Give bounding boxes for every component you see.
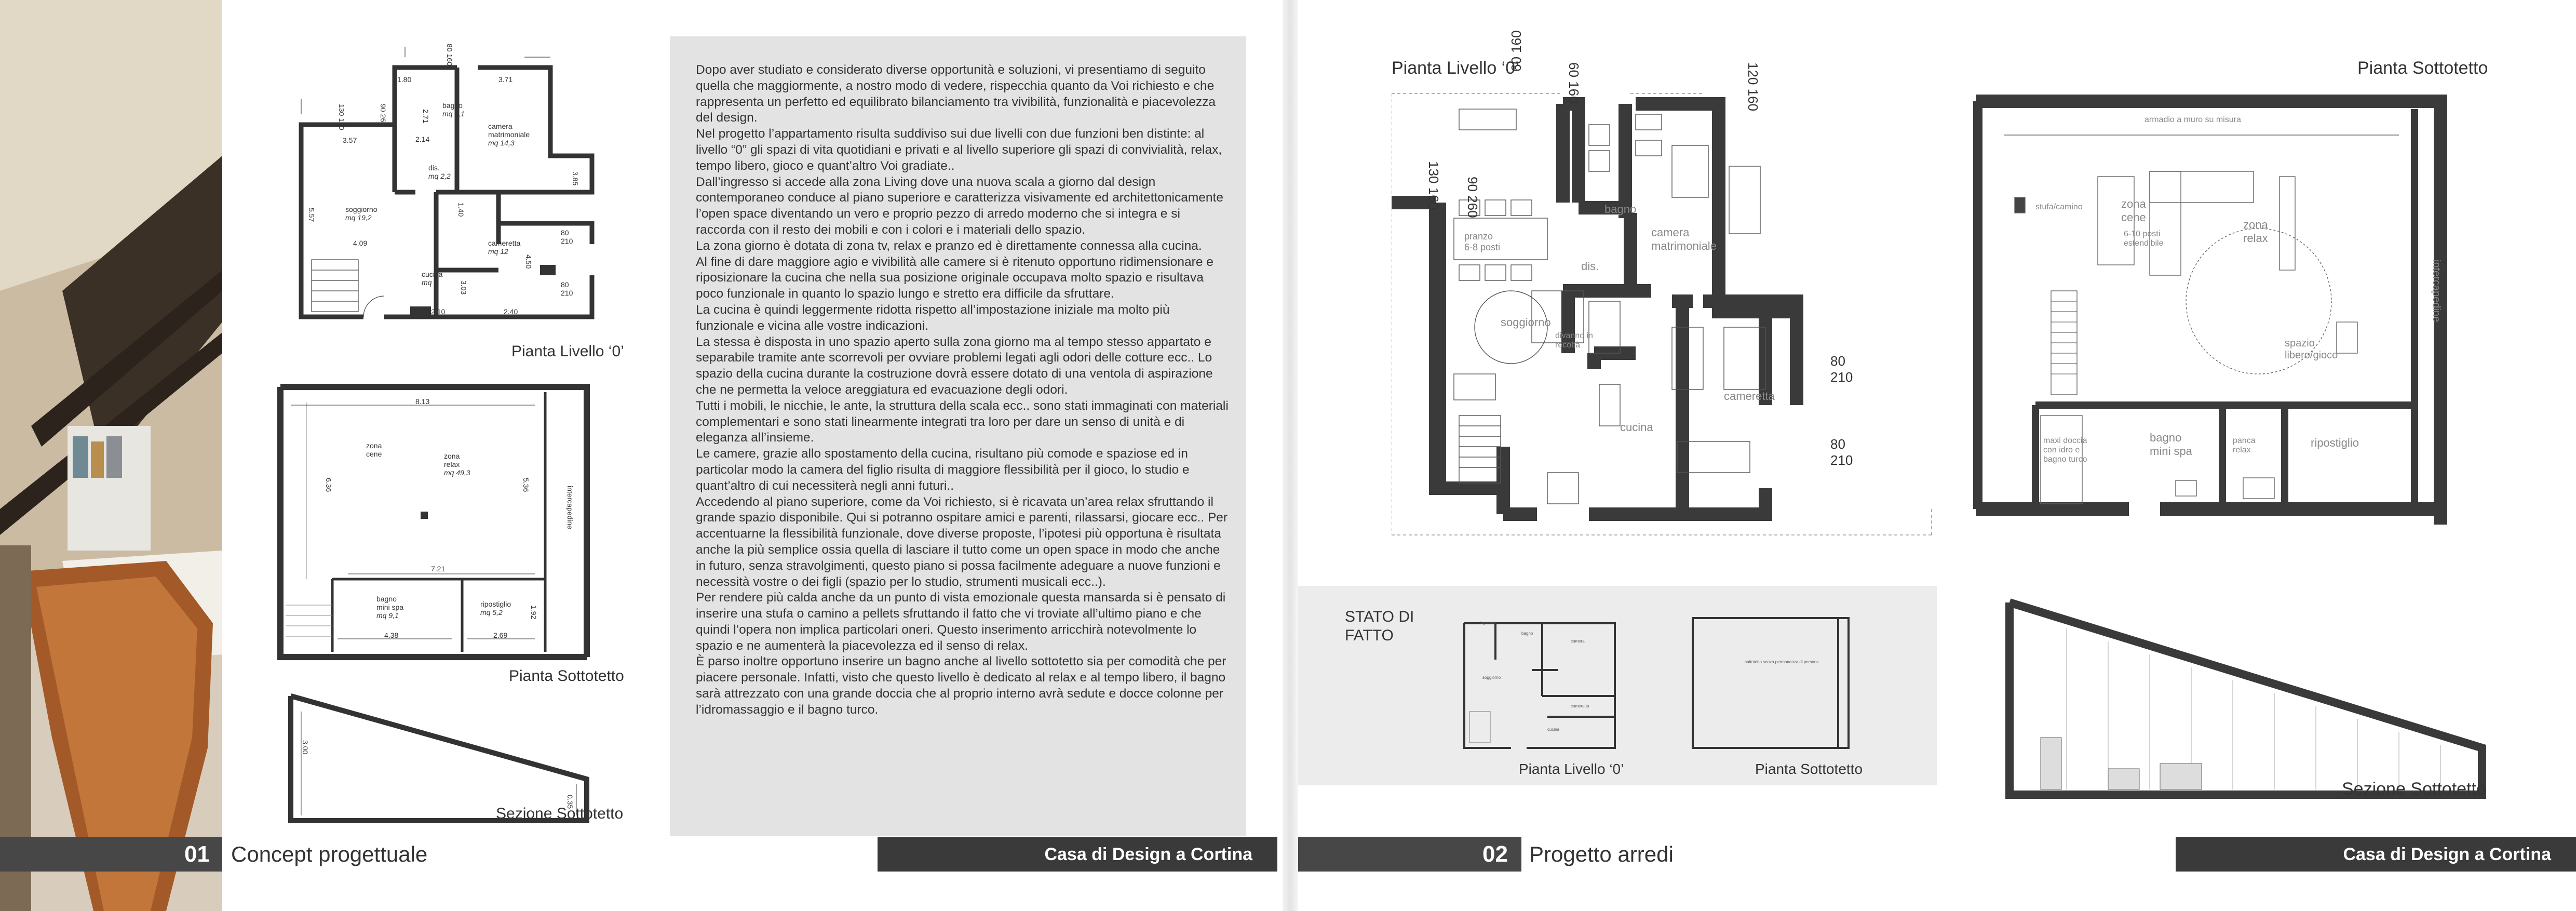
paragraph: Dopo aver studiato e considerato diverse opportunità e soluzioni, vi presentiamo di seguito quella che maggiormente, a nostro modo di vedere, rispecchia quanto da Voi richiesto e che rappresenta un perfetto ed equilibrato bilanciamento tra vivibilità, funzionalità e piacevolezza del design. bbox=[696, 63, 1216, 125]
stato-di-fatto-title: STATO DI FATTO bbox=[1345, 608, 1414, 644]
paragraph: La stessa è disposta in uno spazio aperto sulla zona giorno ma al tempo stesso appartato e separabile tramite ante scorrevoli per ovviare problemi legati agli odori delle cotture ecc.. Lo spazio della cucina durante la costruzione dovrà essere dotato di una ventola di aspirazione che ne permetta la veloce areggiatura ed evacuazione degli odori. bbox=[696, 334, 1213, 397]
caption-attic-furnished: Pianta Sottotetto bbox=[2357, 58, 2488, 78]
floorplan-level0-small: 1.80 3.71 80 160 130 160 90 260 3.57 2.71 2.14 5.57 1.40 4.09 3.85 80 210 4.50 3.03 80 210 2.10 2.40 bagno mq 5,1 camera matrimoniale mq 14,3 dis. mq 2,2 soggiorno mq 19,2 cameretta mq 12 cucina mq 6 Pianta Livello ‘0’ bbox=[280, 36, 644, 358]
spread-gutter bbox=[1283, 0, 1298, 911]
section-title-concept: Concept progettuale bbox=[231, 842, 428, 866]
caption-level0-furnished: Pianta Livello ‘0’ bbox=[1392, 58, 1519, 78]
section-title-arredi: Progetto arredi bbox=[1529, 842, 1674, 866]
project-name-right: Casa di Design a Cortina bbox=[2176, 837, 2576, 872]
paragraph: La cucina è quindi leggermente ridotta rispetto all’impostazione iniziale ma molto più funzionale e vicina alle vostre indicazioni. bbox=[696, 302, 1170, 333]
paragraph: Le camere, grazie allo spostamento della cucina, risultano più comode e spaziose ed in particolar modo la camera del figlio risulta di maggiore flessibilità per il gioco, lo studio e quant’altro di cui necessiterà negli anni futuri.. bbox=[696, 447, 1190, 493]
existing-plan-attic: sottotetto senza permanenza di persone bbox=[1688, 608, 1874, 758]
caption-level0-small: Pianta Livello ‘0’ bbox=[511, 343, 624, 360]
page-number-01: 01 bbox=[184, 841, 210, 867]
furnished-plan-level0: 60 160 120 160 60 160 130 160 90 260 80 210 80 210 pranzo 6-8 posti bagno camera matrimoniale dis. soggiorno divanno in recoltà cameretta cucina bbox=[1392, 83, 1942, 551]
project-name-left: Casa di Design a Cortina bbox=[878, 837, 1277, 872]
floorplan-attic-small: 8.13 6.36 5.36 7.21 4.38 2.69 1.92 zona cene zona relax mq 49,3 bagno mini spa mq 9,1 ripostiglio mq 5,2 intercapedine Pianta Sottotetto bbox=[275, 382, 639, 683]
concept-body-text bbox=[696, 62, 1231, 718]
paragraph: Tutti i mobili, le nicchie, le ante, la struttura della scala ecc.. sono stati immaginati con materiali complementari e sono stati linearmente integrati tra loro per dare un senso di unità e di eleganza all’insieme. bbox=[696, 398, 1229, 445]
furnished-plan-attic: armadio a muro su misura stufa/camino zona cene 6-10 posti estendibile zona relax spazio libero/gioco intercapedine maxi doccia con idro e bagno turco bagno mini spa panca relax ripostiglio bbox=[1973, 93, 2534, 551]
paragraph: Accedendo al piano superiore, come da Voi richiesto, si è ricavata un’area relax sfruttando il grande spazio disponibile. Qui si potranno ospitare amici e parenti, rilassarsi, giocare ecc.. Per accentuarne la flessibilità funzionale, dove diverse proposte, l’ipotesi più opportuna è risultata anche la più semplice ossia quella di lasciare il tutto come un open space in modo che anche in futuro, senza stravolgimenti, questo piano si possa facilmente adeguare a nuove funzioni e necessità vostre o dei figli (spazio per lo studio, strumenti musicali ecc..). bbox=[696, 494, 1228, 589]
caption-existing-attic: Pianta Sottotetto bbox=[1755, 761, 1863, 777]
page-number-02: 02 bbox=[1482, 841, 1508, 867]
interior-photo bbox=[0, 0, 222, 911]
paragraph: Nel progetto l’appartamento risulta suddiviso sui due livelli con due funzioni ben distinte: al livello “0” gli spazi di vita quotidiani e privati e al livello superiore gli spazi di convivialità, relax, tempo libero, gioco e quant’altro Voi gradiate.. bbox=[696, 127, 1222, 173]
caption-existing-level0: Pianta Livello ‘0’ bbox=[1519, 761, 1624, 777]
paragraph: La zona giorno è dotata di zona tv, relax e pranzo ed è direttamente connessa alla cucina. bbox=[696, 238, 1202, 253]
existing-plan-level0: ingresso bagno camera soggiorno cameretta cucina bbox=[1459, 608, 1630, 758]
caption-section-furnished: Sezione Sottotetto bbox=[2342, 779, 2486, 799]
paragraph: È parso inoltre opportuno inserire un bagno anche al livello sottotetto sia per comodità che per piacere personale. Infatti, visto che questo livello è dedicato al relax e al tempo libero, il bagno sarà attrezzato con una grande doccia che al proprio interno avrà sedute e docce colonne per l’idromassaggio e il bagno turco. bbox=[696, 654, 1226, 717]
caption-attic-small: Pianta Sottotetto bbox=[509, 667, 624, 685]
intercapedine-label: intercapedine bbox=[566, 486, 574, 530]
paragraph: Dall’ingresso si accede alla zona Living dove una nuova scala a giorno dal design contemporaneo conduce al piano superiore e caratterizza visivamente ed architettonicamente l’open space diventando un vero e proprio pezzo di arredo moderno che si integra e si raccorda con il resto dei mobili e con i colori e i materiali dello spazio. bbox=[696, 175, 1223, 237]
paragraph: Per rendere più calda anche da un punto di vista emozionale questa mansarda si è pensato di inserire una stufa o camino a pellets sfruttando il fatto che vi troviate all’ultimo piano e che quindi l’opera non implica particolari oneri. Questo inserimento arricchirà notevolmente lo spazio e ne aumenterà la piacevolezza ed il senso di relax. bbox=[696, 591, 1226, 653]
caption-section-small: Sezione Sottotetto bbox=[496, 805, 624, 822]
paragraph: Al fine di dare maggiore agio e vivibilità alle camere si è ritenuto opportuno ridimensionare e riposizionare la cucina che nella sua posizione originale occupava molto spazio e risultava poco funzionale in quanto lo spazio lungo e stretto era difficile da sfruttare. bbox=[696, 254, 1213, 301]
section-small: 3.00 0.35 Sezione Sottotetto bbox=[286, 691, 649, 836]
